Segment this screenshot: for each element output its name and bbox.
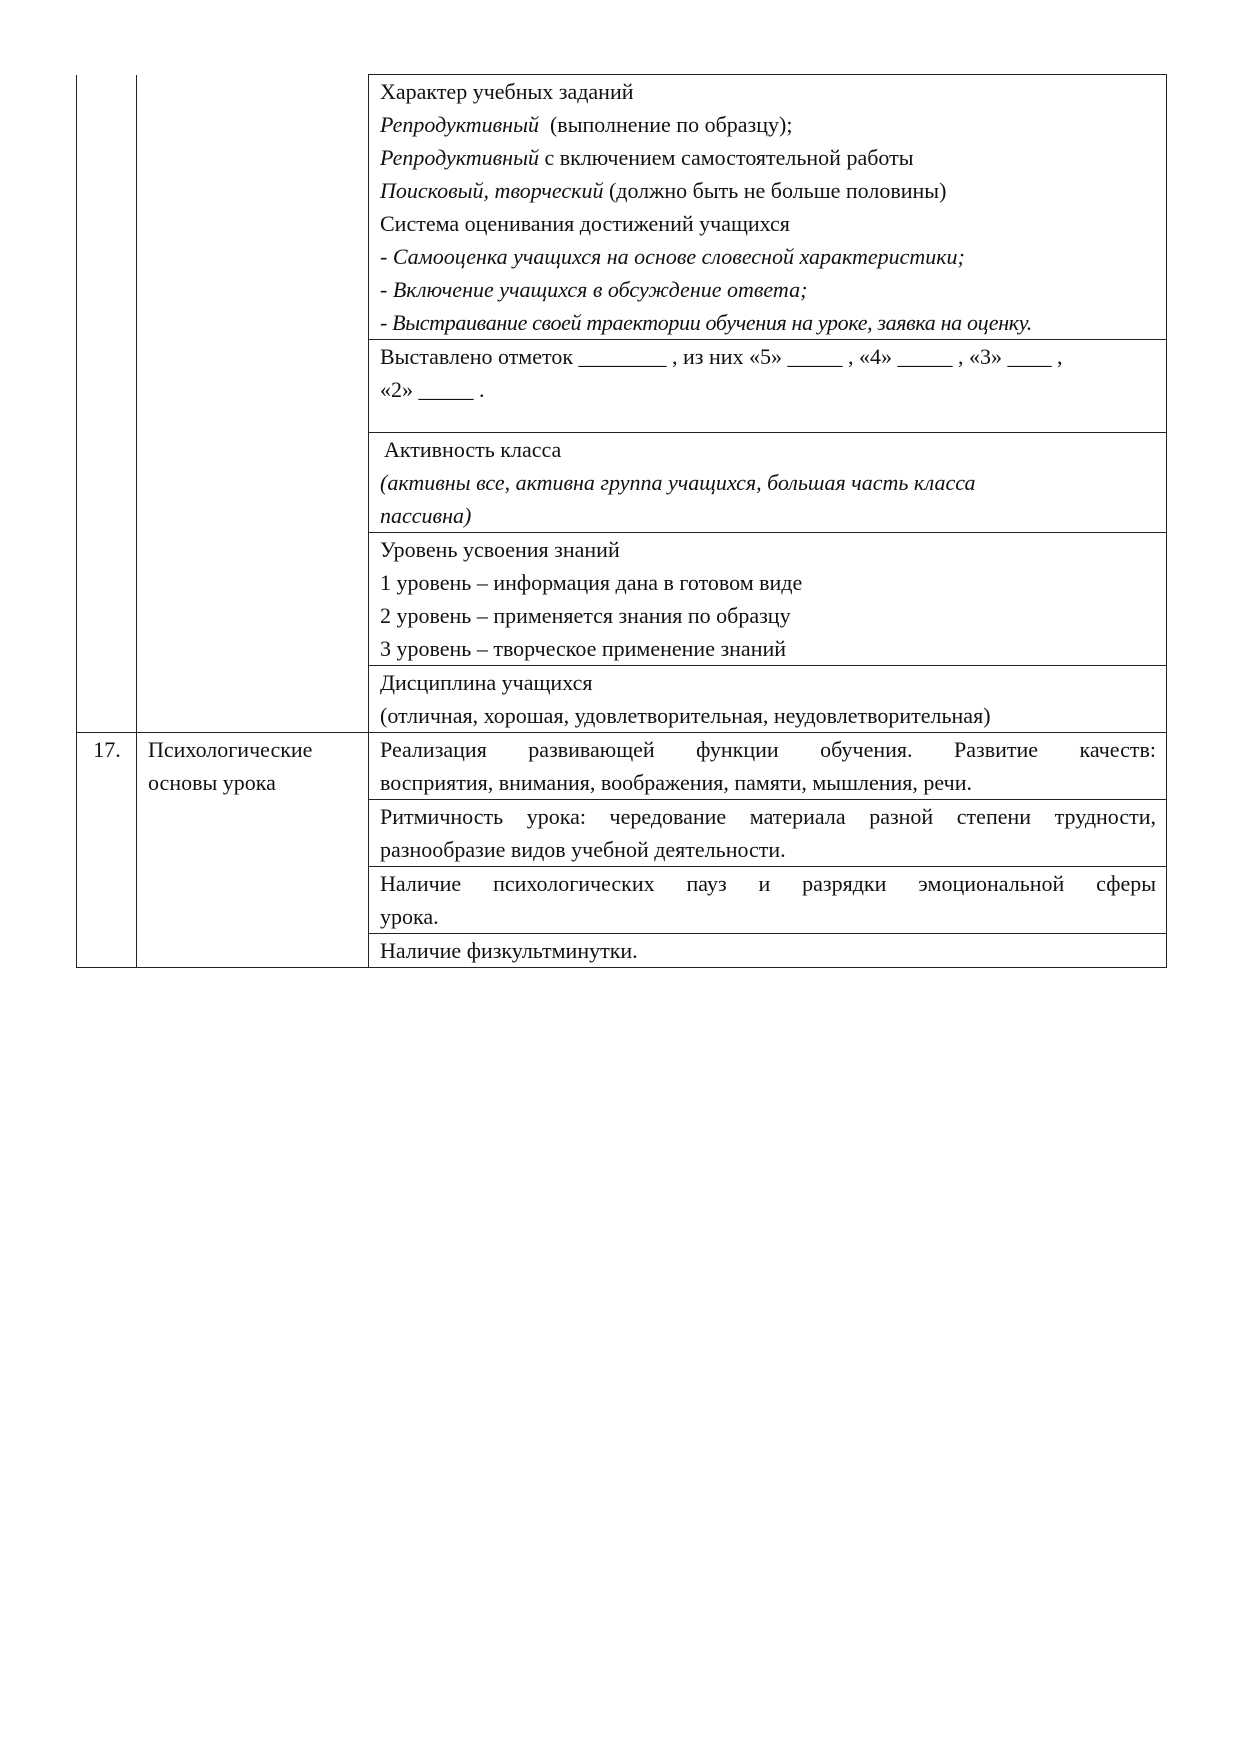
evaluation-item-3: - Выстраивание своей траектории обучения на уроке, заявка на оценку. (380, 310, 1032, 335)
reproductive-label: Репродуктивный (380, 112, 539, 137)
table-row (77, 75, 1167, 340)
activity-cell (369, 433, 1167, 533)
developing-line-2: восприятия, внимания, воображения, памяти, мышления, речи. (380, 770, 972, 795)
level-1: 1 уровень – информация дана в готовом виде (380, 570, 803, 595)
criterion-name-line-2: основы урока (148, 770, 276, 795)
evaluation-item-2: - Включение учащихся в обсуждение ответа; (380, 277, 808, 302)
reproductive-label-2: Репродуктивный (380, 145, 539, 170)
developing-function-cell (369, 733, 1167, 800)
marks-line-2: «2» _____ . (380, 377, 485, 402)
level-3: 3 уровень – творческое применение знаний (380, 636, 787, 661)
row-number: 17. (77, 733, 137, 968)
rhythm-line-2: разнообразие видов учебной деятельности. (380, 837, 786, 862)
pauses-line-2: урока. (380, 904, 439, 929)
tasks-title: Характер учебных заданий (380, 79, 634, 104)
physical-minute-text: Наличие физкультминутки. (380, 938, 638, 963)
activity-line-2: пассивна) (380, 503, 472, 528)
marks-line-1: Выставлено отметок ________ , из них «5» _____ , «4» _____ , «3» ____ , (380, 344, 1063, 369)
rhythm-cell (369, 800, 1167, 867)
discipline-title: Дисциплина учащихся (380, 670, 593, 695)
reproductive-desc-2: с включением самостоятельной работы (538, 145, 914, 170)
table-row (77, 733, 1167, 800)
level-title: Уровень усвоения знаний (380, 537, 620, 562)
evaluation-item-1: - Самооценка учащихся на основе словесной характеристики; (380, 244, 965, 269)
discipline-options: (отличная, хорошая, удовлетворительная, неудовлетворительная) (380, 703, 991, 728)
level-2: 2 уровень – применяется знания по образцу (380, 603, 791, 628)
criterion-name (137, 733, 369, 968)
knowledge-level-cell (369, 533, 1167, 666)
search-creative-label: Поисковый, творческий (380, 178, 604, 203)
activity-title: Активность класса (384, 437, 562, 462)
lesson-analysis-table (76, 74, 1167, 968)
reproductive-desc: (выполнение по образцу); (538, 112, 793, 137)
physical-minute-cell (369, 934, 1167, 968)
rhythm-line-1: Ритмичность урока: чередование материала разной степени трудности, (380, 804, 1156, 829)
search-creative-desc: (должно быть не больше половины) (603, 178, 947, 203)
tasks-cell (369, 75, 1167, 340)
pauses-line-1: Наличие психологических пауз и разрядки эмоциональной сферы (380, 871, 1156, 896)
evaluation-title: Система оценивания достижений учащихся (380, 211, 790, 236)
pauses-cell (369, 867, 1167, 934)
criterion-name-line-1: Психологические (148, 737, 313, 762)
number-cell (77, 75, 137, 733)
activity-line-1: (активны все, активна группа учащихся, большая часть класса (380, 470, 976, 495)
marks-cell (369, 340, 1167, 433)
discipline-cell (369, 666, 1167, 733)
developing-line-1: Реализация развивающей функции обучения. Развитие качеств: (380, 737, 1156, 762)
criterion-cell (137, 75, 369, 733)
